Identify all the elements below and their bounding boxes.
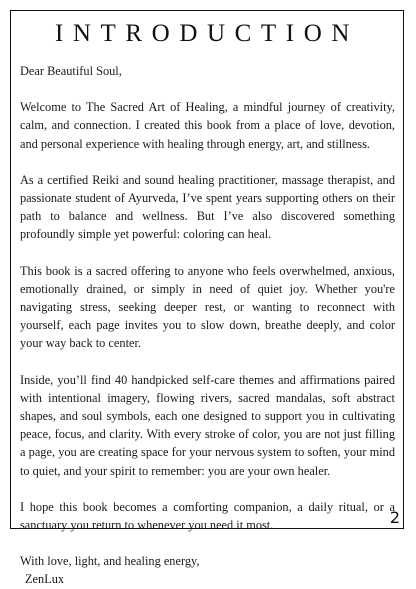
signature: ZenLux	[25, 572, 65, 587]
paragraph-credentials: As a certified Reiki and sound healing practitioner, massage therapist, and passionate student of Ayurveda, I’ve spent years supporting others on their path to balance and wellness. But I’ve also discovered something profoundly simple yet powerful: coloring can heal.	[20, 172, 395, 242]
sign-off	[20, 552, 395, 588]
salutation: Dear Beautiful Soul,	[20, 64, 122, 78]
page-title: INTRODUCTION	[54, 20, 360, 47]
paragraph-welcome: Welcome to The Sacred Art of Healing, a mindful journey of creativity, calm, and connection. I created this book from a place of love, devotion, and personal experience with healing through energy, art, and stillness.	[20, 100, 395, 151]
paragraph-hope: I hope this book becomes a comforting companion, a daily ritual, or a sanctuary you return to whenever you need it most.	[20, 499, 395, 533]
paragraph-offering: This book is a sacred offering to anyone who feels overwhelmed, anxious, emotionally drained, or simply in need of quiet joy. Whether you're navigating stress, seeking deeper rest, or wanting to reconnect with yourself, each page invites you to slow down, breathe deeply, and color your way back to center.	[20, 263, 395, 351]
letter-body	[20, 62, 395, 589]
closing-line: With love, light, and healing energy,	[20, 554, 200, 569]
page-number: 2	[389, 508, 400, 527]
paragraph-contents: Inside, you’ll find 40 handpicked self-care themes and affirmations paired with intentional imagery, flowing rivers, sacred mandalas, soft abstract shapes, and soul symbols, each one designed to support you in cultivating peace, focus, and clarity. With every stroke of color, you are not just filling a page, you are creating space for your nervous system to soften, your mind to quiet, and your spirit to remember: you are your own healer.	[20, 372, 395, 478]
